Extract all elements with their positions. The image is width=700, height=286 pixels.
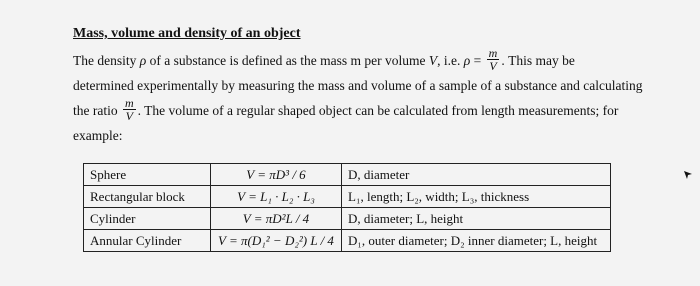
formula-cell: V = π(D₁² − D₂²) L / 4 bbox=[211, 230, 342, 252]
paragraph-line-3: the ratio $\frac{m}{V}$ . The volume of a regular shaped object can be calculated from length measurements; for bbox=[73, 96, 619, 124]
section-title: Mass, volume and density of an object bbox=[73, 26, 301, 41]
shape-name-cell: Cylinder bbox=[84, 208, 211, 230]
description-paragraph bbox=[73, 48, 673, 148]
rho-symbol: ρ bbox=[139, 53, 147, 68]
formula-cell: V = πD²L / 4 bbox=[211, 208, 342, 230]
mouse-cursor-icon bbox=[683, 170, 693, 180]
shape-name-cell: Sphere bbox=[84, 164, 211, 186]
paragraph-line-2: determined experimentally by measuring the mass and volume of a sample of a substance and calculating bbox=[73, 78, 643, 93]
paragraph-line-1: The density ρ of a substance is defined as the mass m per volume V, i.e. ρ = $\frac{m}{V}$ . This may be bbox=[73, 46, 575, 74]
volume-symbol: V bbox=[428, 53, 438, 68]
shape-name-cell: Annular Cylinder bbox=[84, 230, 211, 252]
paragraph-line-4: example: bbox=[73, 128, 123, 143]
table-row bbox=[84, 186, 611, 208]
table-row bbox=[84, 230, 611, 252]
variables-cell: L₁, length; L₂, width; L₃, thickness bbox=[342, 186, 611, 208]
density-fraction: $\frac{m}{V}$ bbox=[488, 46, 498, 74]
variables-cell: D, diameter bbox=[342, 164, 611, 186]
formula-cell: V = πD³ / 6 bbox=[211, 164, 342, 186]
volume-formula-table bbox=[83, 163, 611, 252]
table-row bbox=[84, 164, 611, 186]
formula-cell: V = L₁ · L₂ · L₃ bbox=[211, 186, 342, 208]
table-row bbox=[84, 208, 611, 230]
variables-cell: D, diameter; L, height bbox=[342, 208, 611, 230]
variables-cell: D₁, outer diameter; D₂ inner diameter; L, height bbox=[342, 230, 611, 252]
shape-name-cell: Rectangular block bbox=[84, 186, 211, 208]
ratio-fraction: $\frac{m}{V}$ bbox=[124, 96, 134, 124]
